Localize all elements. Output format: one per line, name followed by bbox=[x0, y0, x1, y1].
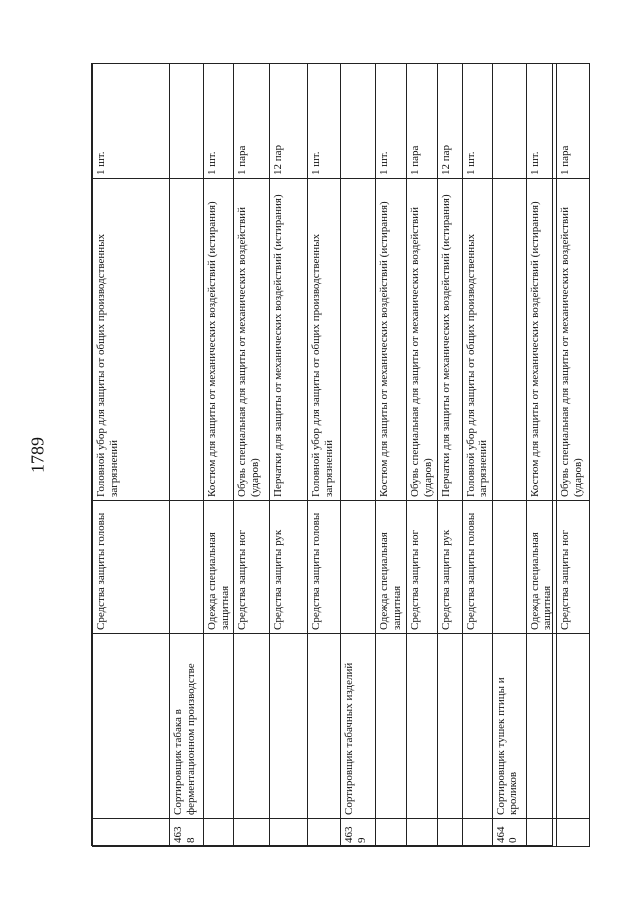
ppe-name-cell bbox=[170, 179, 204, 501]
ppe-name-cell: Обувь специальная для защиты от механических воздействий (ударов) bbox=[234, 179, 270, 501]
table-row bbox=[376, 64, 407, 847]
ppe-name-cell bbox=[492, 179, 526, 501]
ppe-table-rotator bbox=[92, 64, 584, 847]
quantity-cell: 1 пара bbox=[407, 64, 437, 179]
profession-cell bbox=[526, 634, 556, 819]
profession-cell bbox=[376, 634, 407, 819]
ppe-type-cell: Средства защиты головы bbox=[462, 501, 492, 634]
ppe-type-cell: Средства защиты головы bbox=[93, 501, 170, 634]
table-row bbox=[204, 64, 234, 847]
ppe-type-cell: Одежда специальная защитная bbox=[376, 501, 407, 634]
ppe-table bbox=[92, 63, 590, 847]
quantity-cell: 1 шт. bbox=[204, 64, 234, 179]
ppe-type-cell: Средства защиты рук bbox=[270, 501, 308, 634]
table-row bbox=[437, 64, 462, 847]
profession-cell bbox=[308, 634, 341, 819]
ppe-type-cell: Средства защиты ног bbox=[557, 501, 590, 634]
code-cell bbox=[407, 819, 437, 847]
ppe-name-cell bbox=[341, 179, 376, 501]
profession-cell bbox=[462, 634, 492, 819]
table-row bbox=[462, 64, 492, 847]
ppe-type-cell: Средства защиты ног bbox=[234, 501, 270, 634]
ppe-name-cell: Костюм для защиты от механических воздействий (истирания) bbox=[376, 179, 407, 501]
ppe-table-frame bbox=[91, 63, 584, 846]
code-cell bbox=[462, 819, 492, 847]
quantity-cell bbox=[492, 64, 526, 179]
table-row bbox=[234, 64, 270, 847]
code-cell: 4640 bbox=[492, 819, 526, 847]
profession-cell bbox=[204, 634, 234, 819]
page-number: 1789 bbox=[27, 437, 48, 473]
quantity-cell bbox=[341, 64, 376, 179]
table-row bbox=[526, 64, 556, 847]
quantity-cell: 12 пар bbox=[437, 64, 462, 179]
code-cell bbox=[376, 819, 407, 847]
quantity-cell: 1 шт. bbox=[93, 64, 170, 179]
ppe-type-cell: Одежда специальная защитная bbox=[526, 501, 556, 634]
ppe-type-cell: Одежда специальная защитная bbox=[204, 501, 234, 634]
code-cell bbox=[93, 819, 170, 847]
profession-cell bbox=[437, 634, 462, 819]
ppe-name-cell: Головной убор для защиты от общих производственных загрязнений bbox=[308, 179, 341, 501]
ppe-table-body bbox=[93, 64, 590, 847]
code-cell bbox=[270, 819, 308, 847]
profession-cell: Сортировщик тушек птицы и кроликов bbox=[492, 634, 526, 819]
table-row bbox=[557, 64, 590, 847]
quantity-cell: 1 пара bbox=[234, 64, 270, 179]
table-row bbox=[170, 64, 204, 847]
table-row bbox=[308, 64, 341, 847]
ppe-name-cell: Обувь специальная для защиты от механических воздействий (ударов) bbox=[557, 179, 590, 501]
ppe-type-cell bbox=[170, 501, 204, 634]
ppe-type-cell: Средства защиты головы bbox=[308, 501, 341, 634]
table-row bbox=[407, 64, 437, 847]
table-row bbox=[492, 64, 526, 847]
ppe-name-cell: Головной убор для защиты от общих производственных загрязнений bbox=[93, 179, 170, 501]
code-cell: 4638 bbox=[170, 819, 204, 847]
ppe-type-cell: Средства защиты ног bbox=[407, 501, 437, 634]
profession-cell bbox=[407, 634, 437, 819]
ppe-name-cell: Перчатки для защиты от механических воздействий (истирания) bbox=[437, 179, 462, 501]
quantity-cell: 12 пар bbox=[270, 64, 308, 179]
ppe-name-cell: Головной убор для защиты от общих производственных загрязнений bbox=[462, 179, 492, 501]
profession-cell bbox=[234, 634, 270, 819]
ppe-type-cell bbox=[341, 501, 376, 634]
code-cell: 4639 bbox=[341, 819, 376, 847]
table-row bbox=[270, 64, 308, 847]
ppe-name-cell: Костюм для защиты от механических воздействий (истирания) bbox=[204, 179, 234, 501]
ppe-name-cell: Обувь специальная для защиты от механических воздействий (ударов) bbox=[407, 179, 437, 501]
code-cell bbox=[557, 819, 590, 847]
ppe-name-cell: Костюм для защиты от механических воздействий (истирания) bbox=[526, 179, 556, 501]
code-cell bbox=[308, 819, 341, 847]
profession-cell: Сортировщик табака в ферментационном производстве bbox=[170, 634, 204, 819]
profession-cell bbox=[93, 634, 170, 819]
table-row bbox=[93, 64, 170, 847]
code-cell bbox=[437, 819, 462, 847]
quantity-cell bbox=[170, 64, 204, 179]
profession-cell bbox=[557, 634, 590, 819]
profession-cell bbox=[270, 634, 308, 819]
ppe-type-cell bbox=[492, 501, 526, 634]
quantity-cell: 1 шт. bbox=[376, 64, 407, 179]
quantity-cell: 1 шт. bbox=[462, 64, 492, 179]
quantity-cell: 1 пара bbox=[557, 64, 590, 179]
ppe-type-cell: Средства защиты рук bbox=[437, 501, 462, 634]
table-row bbox=[341, 64, 376, 847]
code-cell bbox=[234, 819, 270, 847]
code-cell bbox=[526, 819, 556, 847]
profession-cell: Сортировщик табачных изделий bbox=[341, 634, 376, 819]
quantity-cell: 1 шт. bbox=[526, 64, 556, 179]
quantity-cell: 1 шт. bbox=[308, 64, 341, 179]
code-cell bbox=[204, 819, 234, 847]
ppe-name-cell: Перчатки для защиты от механических воздействий (истирания) bbox=[270, 179, 308, 501]
